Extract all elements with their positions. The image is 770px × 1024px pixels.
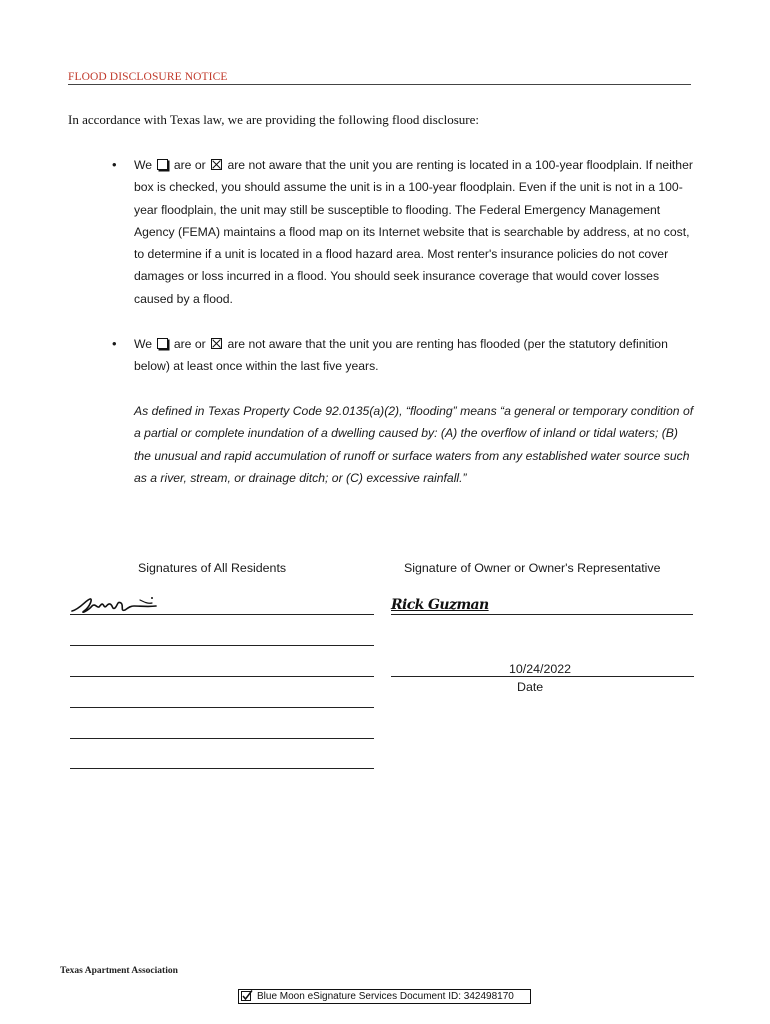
resident-signature-line[interactable]	[70, 707, 374, 708]
resident-signature-line[interactable]	[70, 645, 374, 646]
owner-signature-label: Signature of Owner or Owner's Representative	[404, 561, 661, 575]
flooding-definition: As defined in Texas Property Code 92.0135(a)(2), “flooding” means “a general or temporary condition of a partial or complete inundation of a dwelling caused by: (A) the overflow of inland or tidal waters; (B) the unusual and rapid accumulation of runoff or surface waters from any established water source such as a river, stream, or drainage ditch; or (C) excessive rainfall.”	[134, 404, 694, 485]
bullet-marker: •	[112, 157, 117, 172]
esignature-document-id	[238, 989, 531, 1004]
not-aware-checkbox[interactable]	[211, 338, 222, 349]
checkmark-icon	[241, 990, 253, 1002]
are-aware-checkbox[interactable]	[157, 338, 168, 349]
notice-title: FLOOD DISCLOSURE NOTICE	[68, 71, 691, 85]
resident-signature-line[interactable]	[70, 738, 374, 739]
owner-signature-line[interactable]	[391, 614, 693, 615]
are-or-label: are or	[173, 337, 206, 351]
flooded-disclosure	[134, 333, 696, 378]
resident-signature-line[interactable]	[70, 614, 374, 615]
floodplain-disclosure	[134, 154, 696, 310]
are-aware-checkbox[interactable]	[157, 159, 168, 170]
date-value: 10/24/2022	[509, 662, 572, 676]
owner-signature: Rick Guzman	[391, 597, 489, 613]
bullet-marker: •	[112, 336, 117, 351]
date-label: Date	[517, 680, 544, 694]
resident-signature-line[interactable]	[70, 768, 374, 769]
footer-organization: Texas Apartment Association	[60, 966, 178, 976]
resident-signature-line[interactable]	[70, 676, 374, 677]
bullet-prefix: We	[134, 158, 153, 172]
residents-signature-label: Signatures of All Residents	[138, 561, 287, 575]
date-line[interactable]	[391, 676, 694, 677]
flooded-text: are not aware that the unit you are renting has flooded (per the statutory definition below) at least once within the last five years.	[134, 337, 668, 374]
bullet-prefix: We	[134, 337, 153, 351]
floodplain-text: are not aware that the unit you are renting is located in a 100-year floodplain. If neither box is checked, you should assume the unit is in a 100-year floodplain. Even if the unit is not in a 100-year floodplain, the unit may still be susceptible to flooding. The Federal Emergency Management Agency (FEMA) maintains a flood map on its Internet website that is searchable by address, at no cost, to determine if a unit is located in a flood hazard area. Most renter's insurance policies do not cover damages or loss incurred in a flood. You should seek insurance coverage that would cover losses caused by a flood.	[134, 158, 693, 306]
are-or-label: are or	[173, 158, 206, 172]
document-id-text: Blue Moon eSignature Services Document ID: 342498170	[257, 991, 514, 1002]
not-aware-checkbox[interactable]	[211, 159, 222, 170]
intro-text: In accordance with Texas law, we are providing the following flood disclosure:	[68, 112, 479, 127]
